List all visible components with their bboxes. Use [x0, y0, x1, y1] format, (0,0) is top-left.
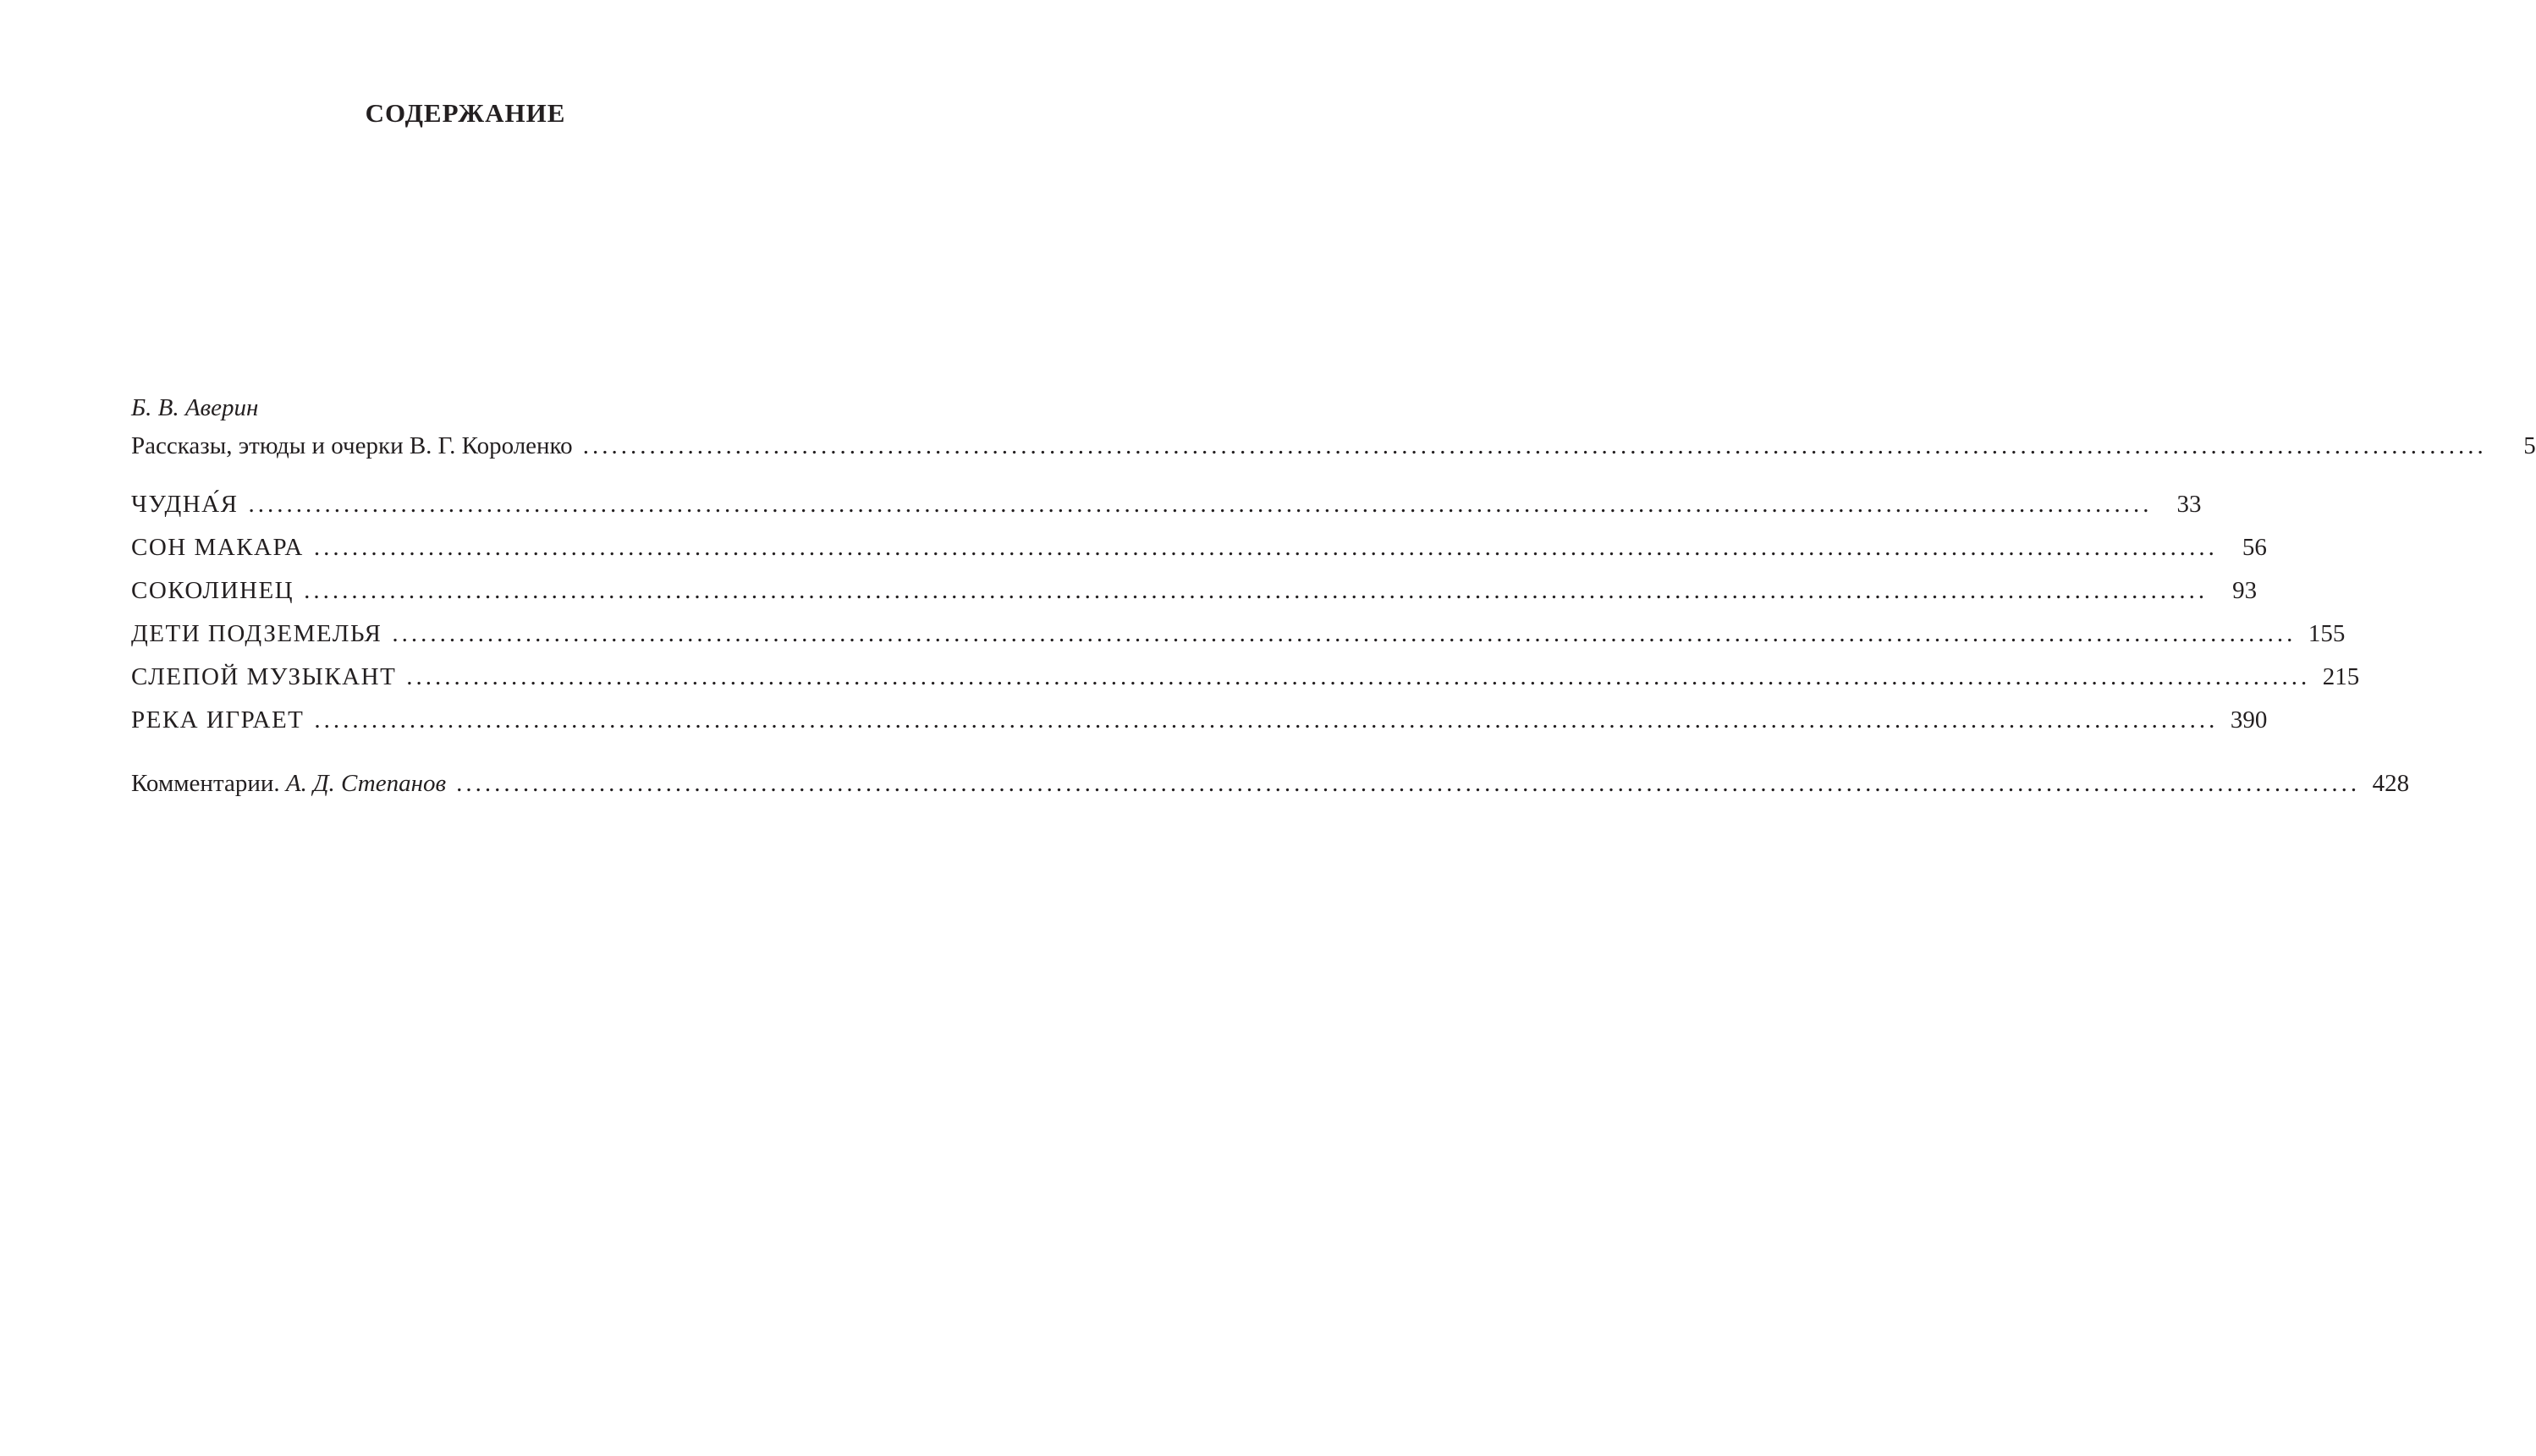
toc-entry-title: РЕКА ИГРАЕТ	[131, 706, 305, 733]
toc-entry-work[interactable]	[131, 526, 2267, 569]
toc-entry-work[interactable]	[131, 483, 2202, 526]
dot-leader: ........................................................................................................................................................................................................	[456, 770, 2361, 797]
toc-entry-title: Рассказы, этюды и очерки В. Г. Короленко	[131, 432, 573, 459]
commentary-author: А. Д. Степанов	[285, 770, 447, 797]
toc-entry-title	[131, 762, 446, 805]
toc-entry-page: 33	[2176, 491, 2202, 518]
toc-entry-work[interactable]	[131, 656, 2360, 699]
toc-entry-title: СЛЕПОЙ МУЗЫКАНТ	[131, 663, 397, 690]
toc-entry-work[interactable]	[131, 569, 2258, 613]
dot-leader: ........................................................................................................................................................................................................	[392, 620, 2297, 647]
toc-entry-page: 390	[2230, 706, 2268, 733]
intro-author: Б. В. Аверин	[131, 394, 259, 421]
dot-leader: ........................................................................................................................................................................................................	[304, 577, 2209, 604]
dot-leader: ........................................................................................................................................................................................................	[314, 706, 2219, 733]
toc-entry-work[interactable]	[131, 613, 2346, 656]
commentary-label: Комментарии.	[131, 770, 280, 797]
toc-entry-intro[interactable]	[131, 425, 2536, 468]
dot-leader: ........................................................................................................................................................................................................	[248, 491, 2153, 518]
toc-entry-page: 56	[2242, 534, 2267, 561]
table-of-contents	[131, 391, 2536, 805]
toc-entry-page: 428	[2372, 770, 2410, 797]
toc-entry-page: 93	[2232, 577, 2258, 604]
spacer	[131, 468, 818, 483]
toc-entry-title: СОКОЛИНЕЦ	[131, 577, 294, 604]
toc-entry-title: СОН МАКАРА	[131, 534, 304, 561]
toc-entry-page: 215	[2322, 663, 2360, 690]
toc-entry-work[interactable]	[131, 699, 2268, 742]
toc-entry-title: ДЕТИ ПОДЗЕМЕЛЬЯ	[131, 620, 382, 647]
dot-leader: ........................................................................................................................................................................................................	[582, 432, 2487, 459]
toc-entry-title: ЧУДНА́Я	[131, 491, 239, 518]
page-title: СОДЕРЖАНИЕ	[365, 98, 566, 128]
toc-entry-commentary[interactable]	[131, 762, 2410, 805]
spacer	[131, 742, 818, 762]
toc-entry-page: 155	[2308, 620, 2346, 647]
dot-leader: ........................................................................................................................................................................................................	[406, 663, 2311, 690]
toc-entry-page: 5	[2523, 432, 2536, 459]
dot-leader: ........................................................................................................................................................................................................	[313, 534, 2218, 561]
